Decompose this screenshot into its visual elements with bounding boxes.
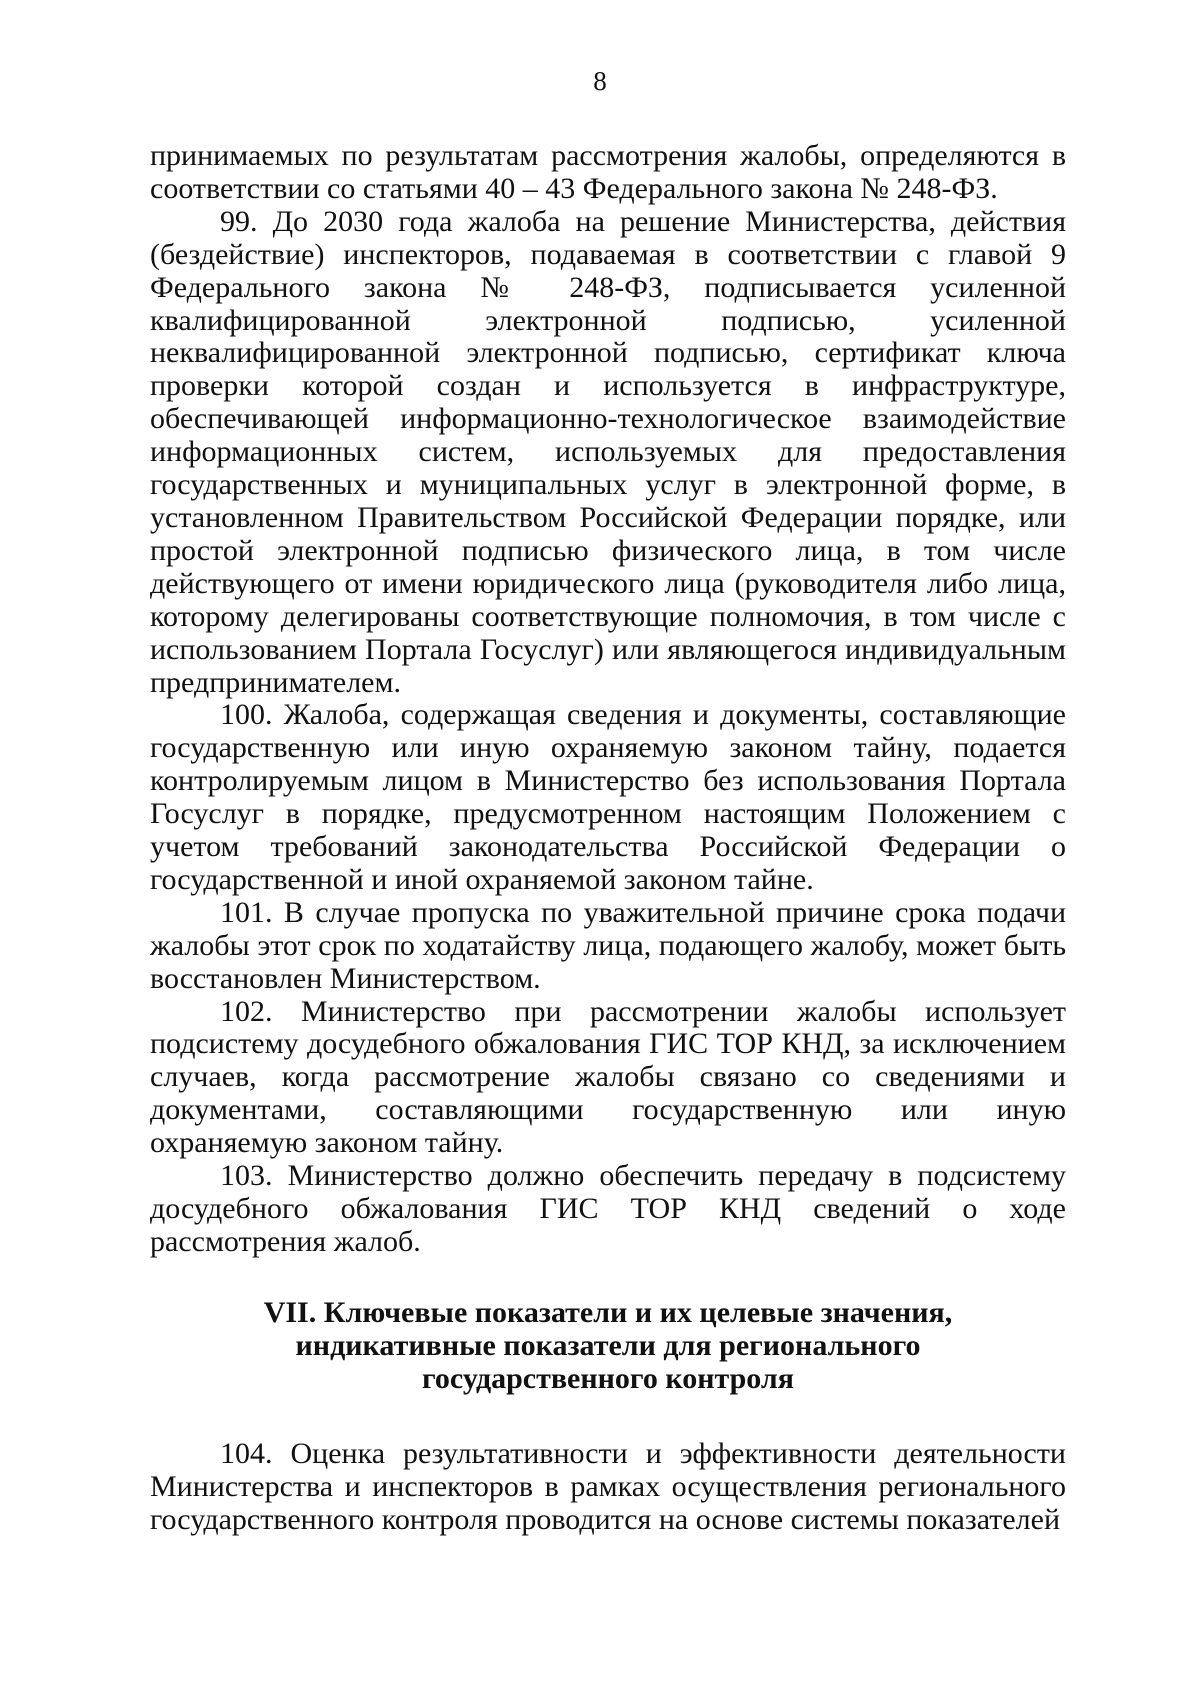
paragraph-104: 104. Оценка результативности и эффективности деятельности Министерства и инспекторов в рамках осуществления регионального государственного контроля проводится на основе системы показателей <box>150 1436 1066 1536</box>
paragraph-continuation: принимаемых по результатам рассмотрения жалобы, определяются в соответствии со статьями 40 – 43 Федерального закона № 248-ФЗ. <box>150 139 1066 205</box>
paragraph-99: 99. До 2030 года жалоба на решение Министерства, действия (бездействие) инспекторов, подаваемая в соответствии с главой 9 Федерального закона № 248-ФЗ, подписывается усиленной квалифицированной электронной подписью, усиленной неквалифицированной электронной подписью, сертификат ключа проверки которой создан и используется в инфраструктуре, обеспечивающей информационно-технологическое взаимодействие информационных систем, используемых для предоставления государственных и муниципальных услуг в электронной форме, в установленном Правительством Российской Федерации порядке, или простой электронной подписью физического лица, в том числе действующего от имени юридического лица (руководителя либо лица, которому делегированы соответствующие полномочия, в том числе с использованием Портала Госуслуг) или являющегося индивидуальным предпринимателем. <box>150 204 1066 699</box>
section-heading-line-2: индикативные показатели для регионального <box>295 1328 921 1362</box>
page-number: 8 <box>593 66 607 96</box>
paragraph-102: 102. Министерство при рассмотрении жалобы использует подсистему досудебного обжалования ГИС ТОР КНД, за исключением случаев, когда рассмотрение жалобы связано со сведениями и документами, составляющими государственную или иную охраняемую законом тайну. <box>150 994 1066 1160</box>
paragraph-101: 101. В случае пропуска по уважительной причине срока подачи жалобы этот срок по ходатайству лица, подающего жалобу, может быть восстановлен Министерством. <box>150 895 1066 995</box>
paragraph-100: 100. Жалоба, содержащая сведения и документы, составляющие государственную или иную охраняемую законом тайну, подается контролируемым лицом в Министерство без использования Портала Госуслуг в порядке, предусмотренном настоящим Положением с учетом требований законодательства Российской Федерации о государственной и иной охраняемой законом тайне. <box>150 698 1066 896</box>
section-heading-line-3: государственного контроля <box>422 1361 794 1395</box>
section-heading <box>150 1296 1066 1395</box>
document-body <box>150 140 1066 1537</box>
paragraph-103: 103. Министерство должно обеспечить передачу в подсистему досудебного обжалования ГИС ТОР КНД сведений о ходе рассмотрения жалоб. <box>150 1159 1066 1258</box>
section-heading-line-1: VII. Ключевые показатели и их целевые значения, <box>263 1295 953 1329</box>
